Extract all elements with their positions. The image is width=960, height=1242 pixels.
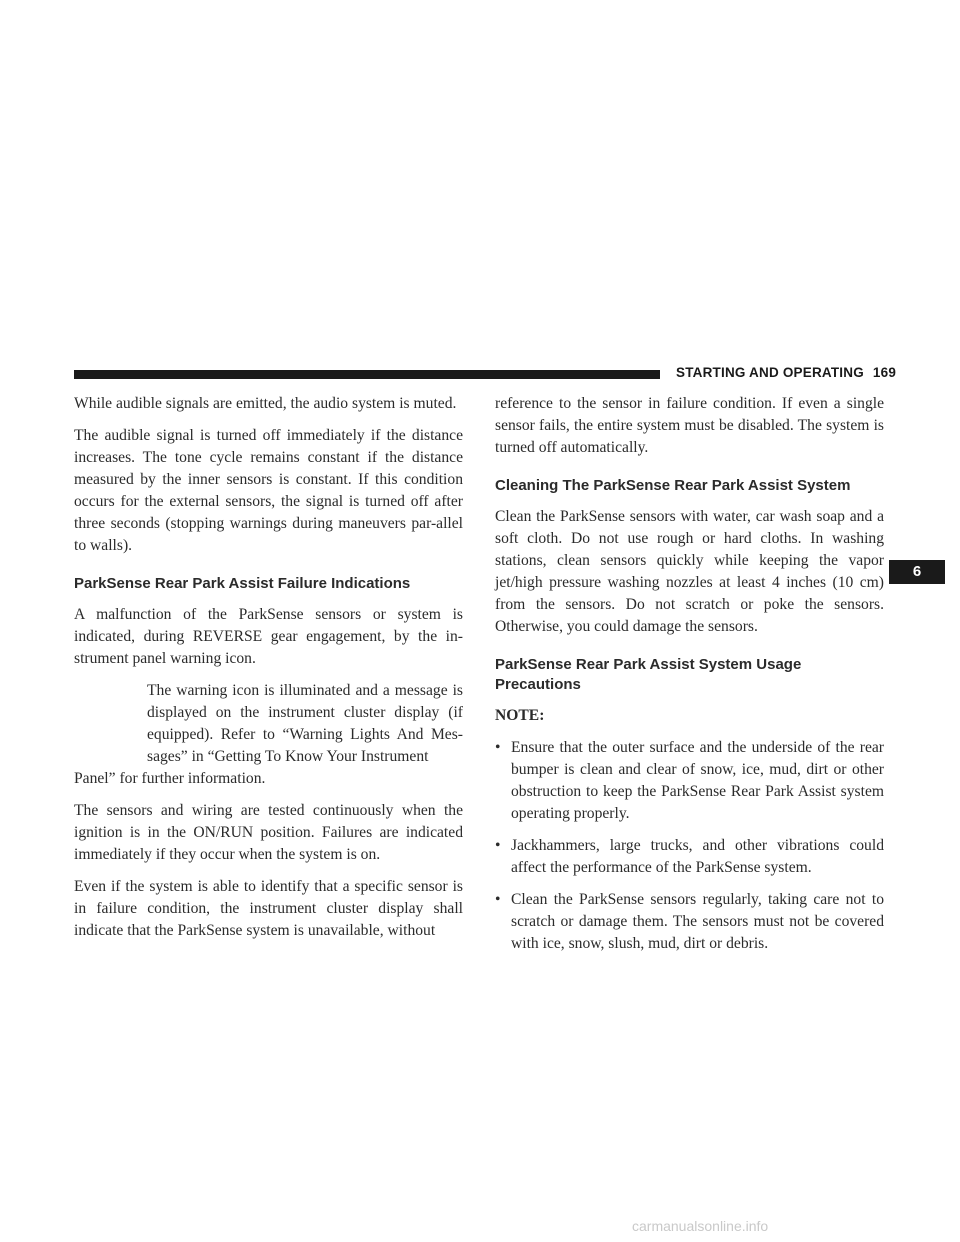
list-item: • Ensure that the outer surface and the underside of the rear bumper is clean and clear of snow, ice, mud, dirt or other obstruction to keep the ParkSense Rear Park Assist system operating properly. [495, 739, 884, 822]
paragraph-malfunction: A malfunction of the ParkSense sensors or system is indicated, during REVERSE gear engagement, by the in-strument panel warning icon. [74, 606, 463, 667]
section-title: STARTING AND OPERATING [676, 365, 864, 380]
watermark[interactable]: carmanualsonline.info [632, 1218, 769, 1234]
right-column [495, 393, 884, 965]
precautions-list [495, 737, 884, 955]
header-rule [74, 370, 660, 379]
bullet-icon: • [495, 837, 501, 854]
paragraph-sensors-tested: The sensors and wiring are tested continuously when the ignition is in the ON/RUN position. Failures are indicated immediately if they occur when the system is on. [74, 802, 463, 863]
paragraph-sensor-failure: Even if the system is able to identify that a specific sensor is in failure condition, the instrument cluster display shall indicate that the ParkSense system is unavailable, without [74, 878, 463, 939]
note-label: NOTE: [495, 707, 545, 724]
list-item: • Clean the ParkSense sensors regularly, taking care not to scratch or damage them. The sensors must not be covered with ice, snow, slush, mud, dirt or debris. [495, 891, 884, 952]
left-column [74, 393, 463, 952]
page-number: 169 [872, 365, 897, 380]
paragraph-audio-muted: While audible signals are emitted, the audio system is muted. [74, 395, 457, 412]
bullet-icon: • [495, 739, 501, 756]
paragraph-sensor-reference: reference to the sensor in failure condition. If even a single sensor fails, the entire system must be disabled. The system is turned off automatically. [495, 395, 884, 456]
list-item: • Jackhammers, large trucks, and other vibrations could affect the performance of the ParkSense system. [495, 837, 884, 876]
paragraph-audible-signal: The audible signal is turned off immediately if the distance increases. The tone cycle remains constant if the distance measured by the inner sensors is constant. If this condition occurs for the external sensors, the signal is turned off after three seconds (stopping warnings during maneuvers par-allel to walls). [74, 427, 463, 554]
chapter-tab: 6 [889, 560, 945, 584]
bullet-icon: • [495, 891, 501, 908]
paragraph-warning-icon-tail: Panel” for further information. [74, 770, 266, 787]
heading-cleaning: Cleaning The ParkSense Rear Park Assist System [495, 477, 851, 494]
heading-failure-indications: ParkSense Rear Park Assist Failure Indications [74, 575, 411, 592]
paragraph-cleaning: Clean the ParkSense sensors with water, car wash soap and a soft cloth. Do not use rough or hard cloths. In washing stations, clean sensors quickly while keeping the vapor jet/high pressure washing nozzles at least 4 inches (10 cm) from the sensors. Do not scratch or poke the sensors. Otherwise, you could damage the sensors. [495, 508, 884, 635]
heading-usage-precautions: ParkSense Rear Park Assist System Usage Precautions [495, 656, 802, 693]
running-header [676, 365, 896, 380]
paragraph-warning-icon: The warning icon is illuminated and a message is displayed on the instrument cluster display (if equipped). Refer to “Warning Lights And Mes-sages” in “Getting To Know Your Instrument [147, 682, 463, 765]
